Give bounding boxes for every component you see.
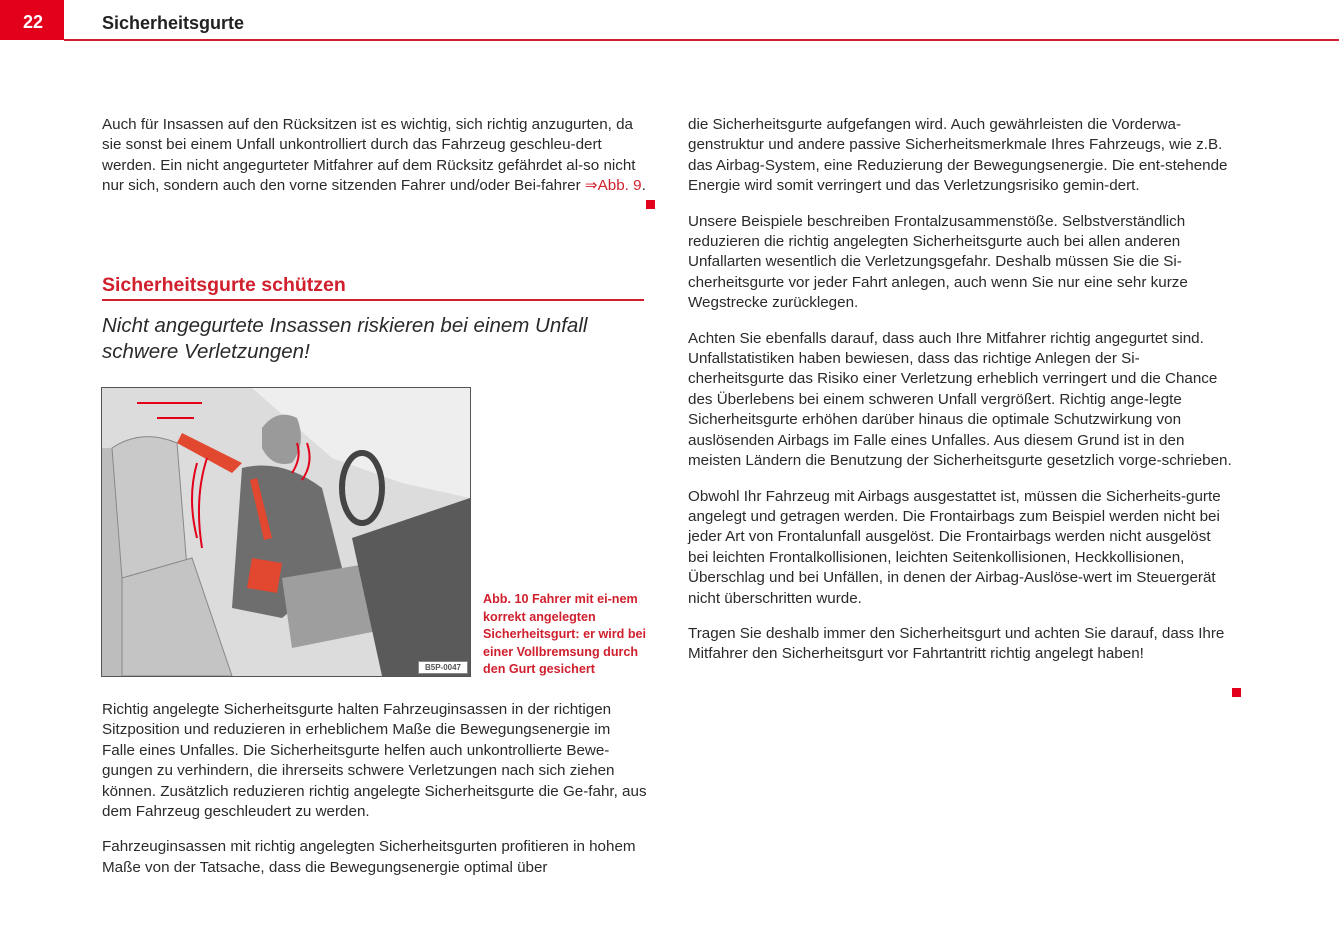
left-body xyxy=(102,700,647,893)
page-number: 22 xyxy=(22,12,44,32)
body-paragraph: Fahrzeuginsassen mit richtig angelegten Sicherheitsgurten profitieren in hohem Maße von der Tatsache, dass die Bewegungsenergie optimal über xyxy=(102,838,636,876)
page-header-title: Sicherheitsgurte xyxy=(102,13,245,33)
figure-seatbelt-illustration xyxy=(101,387,471,677)
figure-9-link[interactable]: ⇒Abb. 9 xyxy=(584,177,642,195)
body-paragraph: die Sicherheitsgurte aufgefangen wird. Auch gewährleisten die Vorderwa-genstruktur und andere passive Sicherheitsmerkmale Ihres Fahrzeugs, wie z.B. das Airbag-System, eine Reduzierung der Bewegungsenergie. Die ent-stehende Energie wird somit verringert und das Verletzungsrisiko gemin-dert. xyxy=(688,116,1228,195)
body-paragraph: Obwohl Ihr Fahrzeug mit Airbags ausgestattet ist, müssen die Sicherheits-gurte angelegt und getragen werden. Die Frontairbags zum Beispiel werden nicht bei jeder Art von Frontalunfall ausgelöst. Die Frontairbags werden nicht ausgelöst bei leichten Frontalkollisionen, leichten Seitenkollisionen, Heckkollisionen, Überschlag und bei Unfällen, in denen der Airbag-Auslöse-wert im Steuergerät nicht überschritten wurde. xyxy=(688,487,1221,607)
left-intro xyxy=(102,115,647,212)
figure-code: B5P-0047 xyxy=(418,661,468,674)
section-end-mark-icon xyxy=(1232,688,1241,697)
header-rule xyxy=(64,39,1339,41)
body-paragraph: Tragen Sie deshalb immer den Sicherheitsgurt und achten Sie darauf, dass Ihre Mitfahrer den Sicherheitsgurt vor Fahrtantritt richtig angelegt haben! xyxy=(688,624,1225,663)
intro-paragraph: Auch für Insassen auf den Rücksitzen ist es wichtig, sich richtig anzugurten, da sie sonst bei einem Unfall unkontrolliert durch das Fahrzeug geschleu-dert werden. Ein nicht angegurteter Mitfahrer auf dem Rücksitz gefährdet al-so nicht nur sich, sondern auch den vorne sitzenden Fahrer und/oder Bei-fahrer ⇒Abb. 9. xyxy=(102,116,646,195)
section-end-mark-icon xyxy=(646,200,655,209)
body-paragraph: Richtig angelegte Sicherheitsgurte halten Fahrzeuginsassen in der richtigen Sitzposition und reduzieren in erheblichem Maße die Bewegungsenergie im Falle eines Unfalles. Die Sicherheitsgurte helfen auch unkontrollierte Bewe-gungen zu verhindern, die ihrerseits schwere Verletzungen nach sich ziehen können. Zusätzlich reduzieren richtig angelegte Sicherheitsgurte die Ge-fahr, aus dem Fahrzeug geschleudert zu werden. xyxy=(102,701,647,821)
figure-caption: Abb. 10 Fahrer mit ei-nem korrekt angelegten Sicherheitsgurt: er wird bei einer Vollbremsung durch den Gurt gesichert xyxy=(483,592,647,677)
driver-seatbelt-illustration-icon xyxy=(102,388,470,676)
section-subtitle: Nicht angegurtete Insassen riskieren bei einem Unfall schwere Verletzungen! xyxy=(102,314,588,363)
page-number-box xyxy=(0,0,64,40)
section-rule xyxy=(102,299,644,301)
section-title: Sicherheitsgurte schützen xyxy=(102,274,346,296)
body-paragraph: Achten Sie ebenfalls darauf, dass auch Ihre Mitfahrer richtig angegurtet sind. Unfallstatistiken haben bewiesen, dass das richtige Anlegen der Si-cherheitsgurte das Risiko einer Verletzung erheblich verringert und die Chance des Überlebens bei einem schweren Unfall vergrößert. Richtig ange-legte Sicherheitsgurte erhöhen darüber hinaus die optimale Schutzwirkung von auslösenden Airbags im Falle eines Unfalles. Aus diesem Grund ist in den meisten Ländern die Benutzung der Sicherheitsgurte gesetzlich vorge-schrieben. xyxy=(688,329,1232,470)
body-paragraph: Unsere Beispiele beschreiben Frontalzusammenstöße. Selbstverständlich reduzieren die richtig angelegten Sicherheitsgurte auch bei allen anderen Unfallarten wesentlich die Verletzungsgefahr. Deshalb müssen Sie die Si-cherheitsgurte vor jeder Fahrt anlegen, auch wenn Sie nur eine sehr kurze Wegstrecke zurücklegen. xyxy=(688,212,1188,312)
right-column xyxy=(688,115,1233,680)
